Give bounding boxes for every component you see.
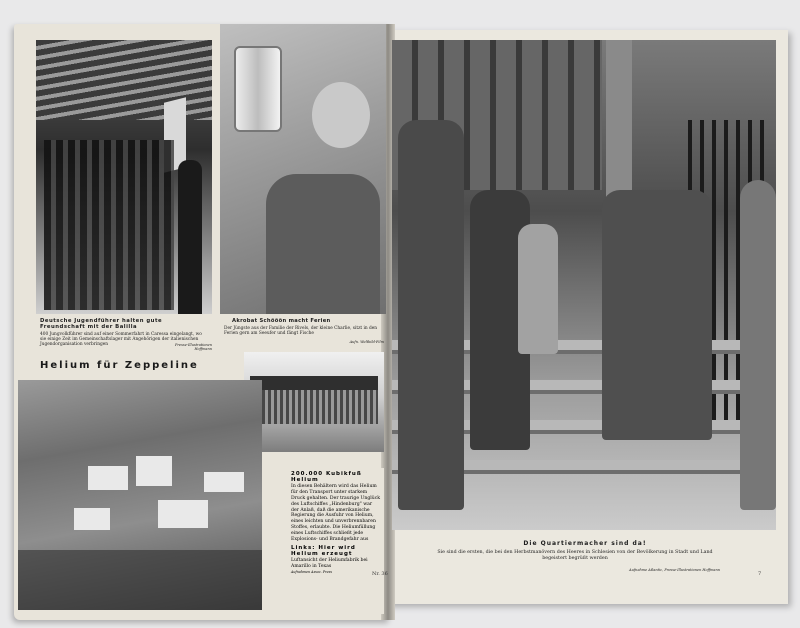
caption2-credit: Aufn. Weltbild-Film [349, 340, 384, 344]
right-page-number: 7 [758, 571, 762, 577]
plant-building [204, 472, 244, 492]
right-caption-title: Die Quartiermacher sind da! [523, 540, 647, 547]
caption1-title: Deutsche Jugendführer halten gute Freundschaft mit der Balilla [40, 318, 163, 330]
parade-photo [36, 40, 212, 314]
plant-building [136, 456, 172, 486]
plant-building [158, 500, 208, 528]
standing-boy [740, 180, 776, 510]
helium-heading: Helium für Zeppeline [40, 360, 199, 371]
caption1-body: 400 Jungvolkführer sind auf einer Sommerfahrt in Caressa eingelangt, wo sie einige Zeit im Gemeinschaftslager mit Angehörigen der italienischen Jugendorganisation verbringen [40, 332, 202, 348]
seated-soldier-with-child [602, 190, 712, 440]
helium-caption-body: In diesen Behältern wird das Helium für den Transport unter starkem Druck gehalten. Der traurige Unglück des Luftschiffes „Hindenburg" war der Anlaß, daß die amerikanische Regierung die Ausfuhr von Helium, eines leichten und unverbrennbaren Stoffes, erlaubte. Die Heliumfüllung eines Luftschiffes schließt jede Explosions- und Brandgefahr aus [291, 484, 381, 542]
plant-building [88, 466, 128, 490]
boy-head [312, 82, 370, 148]
helium-subtitle: Links: Hier wird Helium erzeugt [291, 544, 356, 557]
boy-with-jar-photo [220, 24, 386, 314]
plant-field [18, 550, 262, 610]
helium-plant-aerial-photo [18, 380, 262, 610]
standing-soldier [398, 120, 464, 510]
caption2-body: Der Jüngste aus der Familie der Rivels, der kleine Charlie, sitzt in den Ferien gern am Seeufer und fängt Fische [224, 326, 378, 337]
caption1-credit: Presse-Illustrationen Hoffmann [175, 343, 212, 351]
parade-formation [44, 140, 174, 310]
glass-jar [234, 46, 282, 132]
helium-caption-box [288, 468, 384, 614]
helium-credit: Aufnahmen Assoc. Press [291, 569, 333, 574]
helium-building [250, 376, 378, 424]
right-caption-credit: Aufnahme Atlantic, Presse-Illustrationen Hoffmann [629, 568, 720, 572]
plant-building [74, 508, 110, 530]
right-caption-body: Sie sind die ersten, die bei den Herbstmanövern des Heeres in Schlesien von der Bevölkerung in Stadt und Land begeistert begrüßt werden [437, 550, 713, 561]
helium-sub-body: Luftansicht der Heliumfabrik bei Amarillo in Texas [291, 557, 368, 569]
boy-body [266, 174, 380, 314]
parade-figure [178, 160, 202, 314]
helium-tanks-photo [244, 352, 384, 452]
caption2-title: Akrobat Schööön macht Ferien [232, 318, 331, 324]
helium-caption-title: 200.000 Kubikfuß Helium [291, 471, 362, 483]
seated-child [518, 224, 558, 354]
soldiers-on-steps-photo [392, 40, 776, 530]
left-page-number: Nr. 36 [372, 571, 388, 577]
